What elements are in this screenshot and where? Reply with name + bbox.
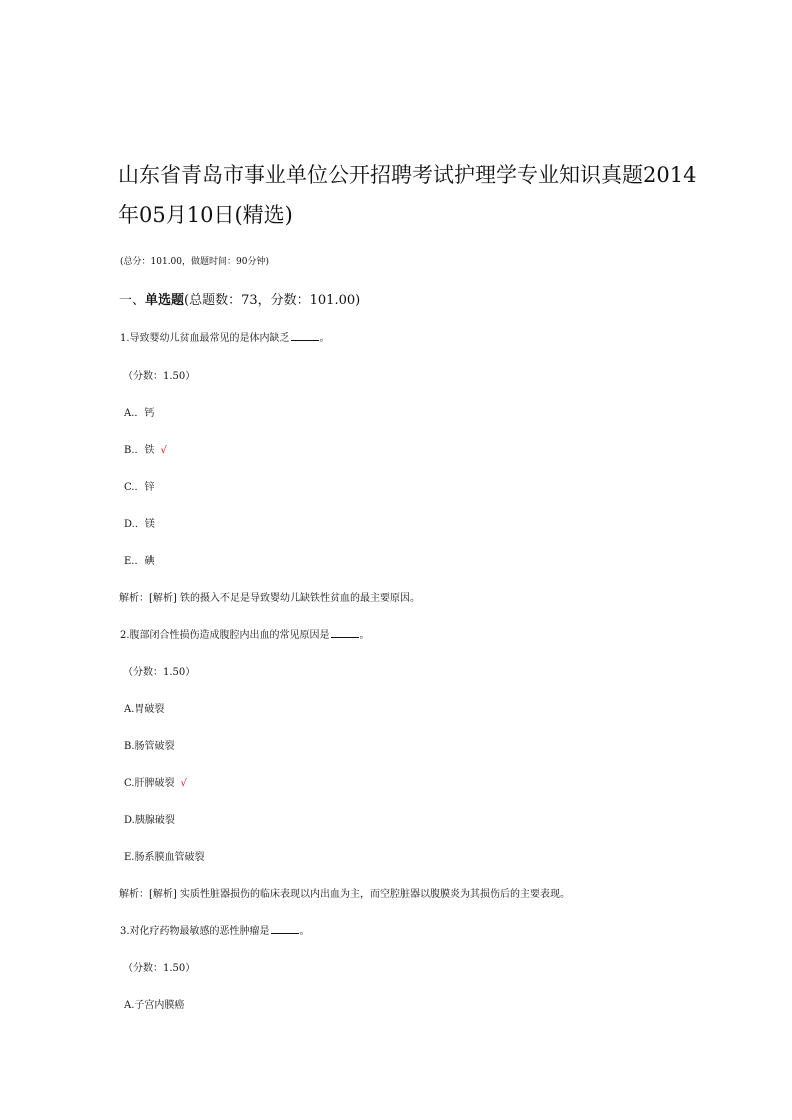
question-1-option-a: A.．钙 [124, 408, 155, 419]
question-2-explanation: 解析：[解析] 实质性脏器损伤的临床表现以内出血为主，而空腔脏器以腹膜炎为其损伤后的主要表现。 [119, 889, 570, 900]
exam-meta: (总分：101.00，做题时间：90分钟) [120, 257, 269, 267]
question-1-option-c: C.．锌 [124, 482, 155, 493]
question-1-option-b: B.．铁 √ [124, 445, 167, 456]
question-1-stem: 1.导致婴幼儿贫血最常见的是体内缺乏 。 [120, 333, 330, 344]
section-detail: (总题数：73，分数：101.00) [184, 293, 361, 308]
section-heading [119, 289, 360, 308]
question-2-option-d: D.胰腺破裂 [124, 815, 175, 826]
question-3-option-a: A.子宫内膜癌 [124, 1000, 185, 1011]
question-2-option-b: B.肠管破裂 [124, 741, 175, 752]
document-title-line-2: 年05月10日(精选) [118, 203, 293, 227]
section-prefix: 一、 [119, 293, 146, 308]
question-1-score: （分数：1.50） [123, 371, 196, 382]
document-title-line-1: 山东省青岛市事业单位公开招聘考试护理学专业知识真题2014 [118, 163, 697, 187]
question-1-explanation: 解析：[解析] 铁的摄入不足是导致婴幼儿缺铁性贫血的最主要原因。 [119, 593, 420, 604]
question-2-option-a: A.胃破裂 [124, 704, 165, 715]
question-2-option-e: E.肠系膜血管破裂 [124, 852, 205, 863]
question-2-option-c: C.肝脾破裂 √ [124, 778, 187, 789]
question-2-score: （分数：1.50） [123, 667, 196, 678]
section-name: 单选题 [145, 293, 185, 308]
question-3-stem: 3.对化疗药物最敏感的恶性肿瘤是 。 [120, 926, 310, 937]
correct-check-icon: √ [180, 778, 187, 789]
question-1-option-e: E.．碘 [124, 556, 155, 567]
question-3-score: （分数：1.50） [123, 963, 196, 974]
correct-check-icon: √ [160, 445, 167, 456]
answer-blank [271, 924, 299, 934]
question-1-option-d: D.．镁 [124, 519, 155, 530]
answer-blank [291, 331, 319, 341]
question-2-stem: 2.腹部闭合性损伤造成腹腔内出血的常见原因是 。 [120, 630, 370, 641]
answer-blank [331, 628, 359, 638]
